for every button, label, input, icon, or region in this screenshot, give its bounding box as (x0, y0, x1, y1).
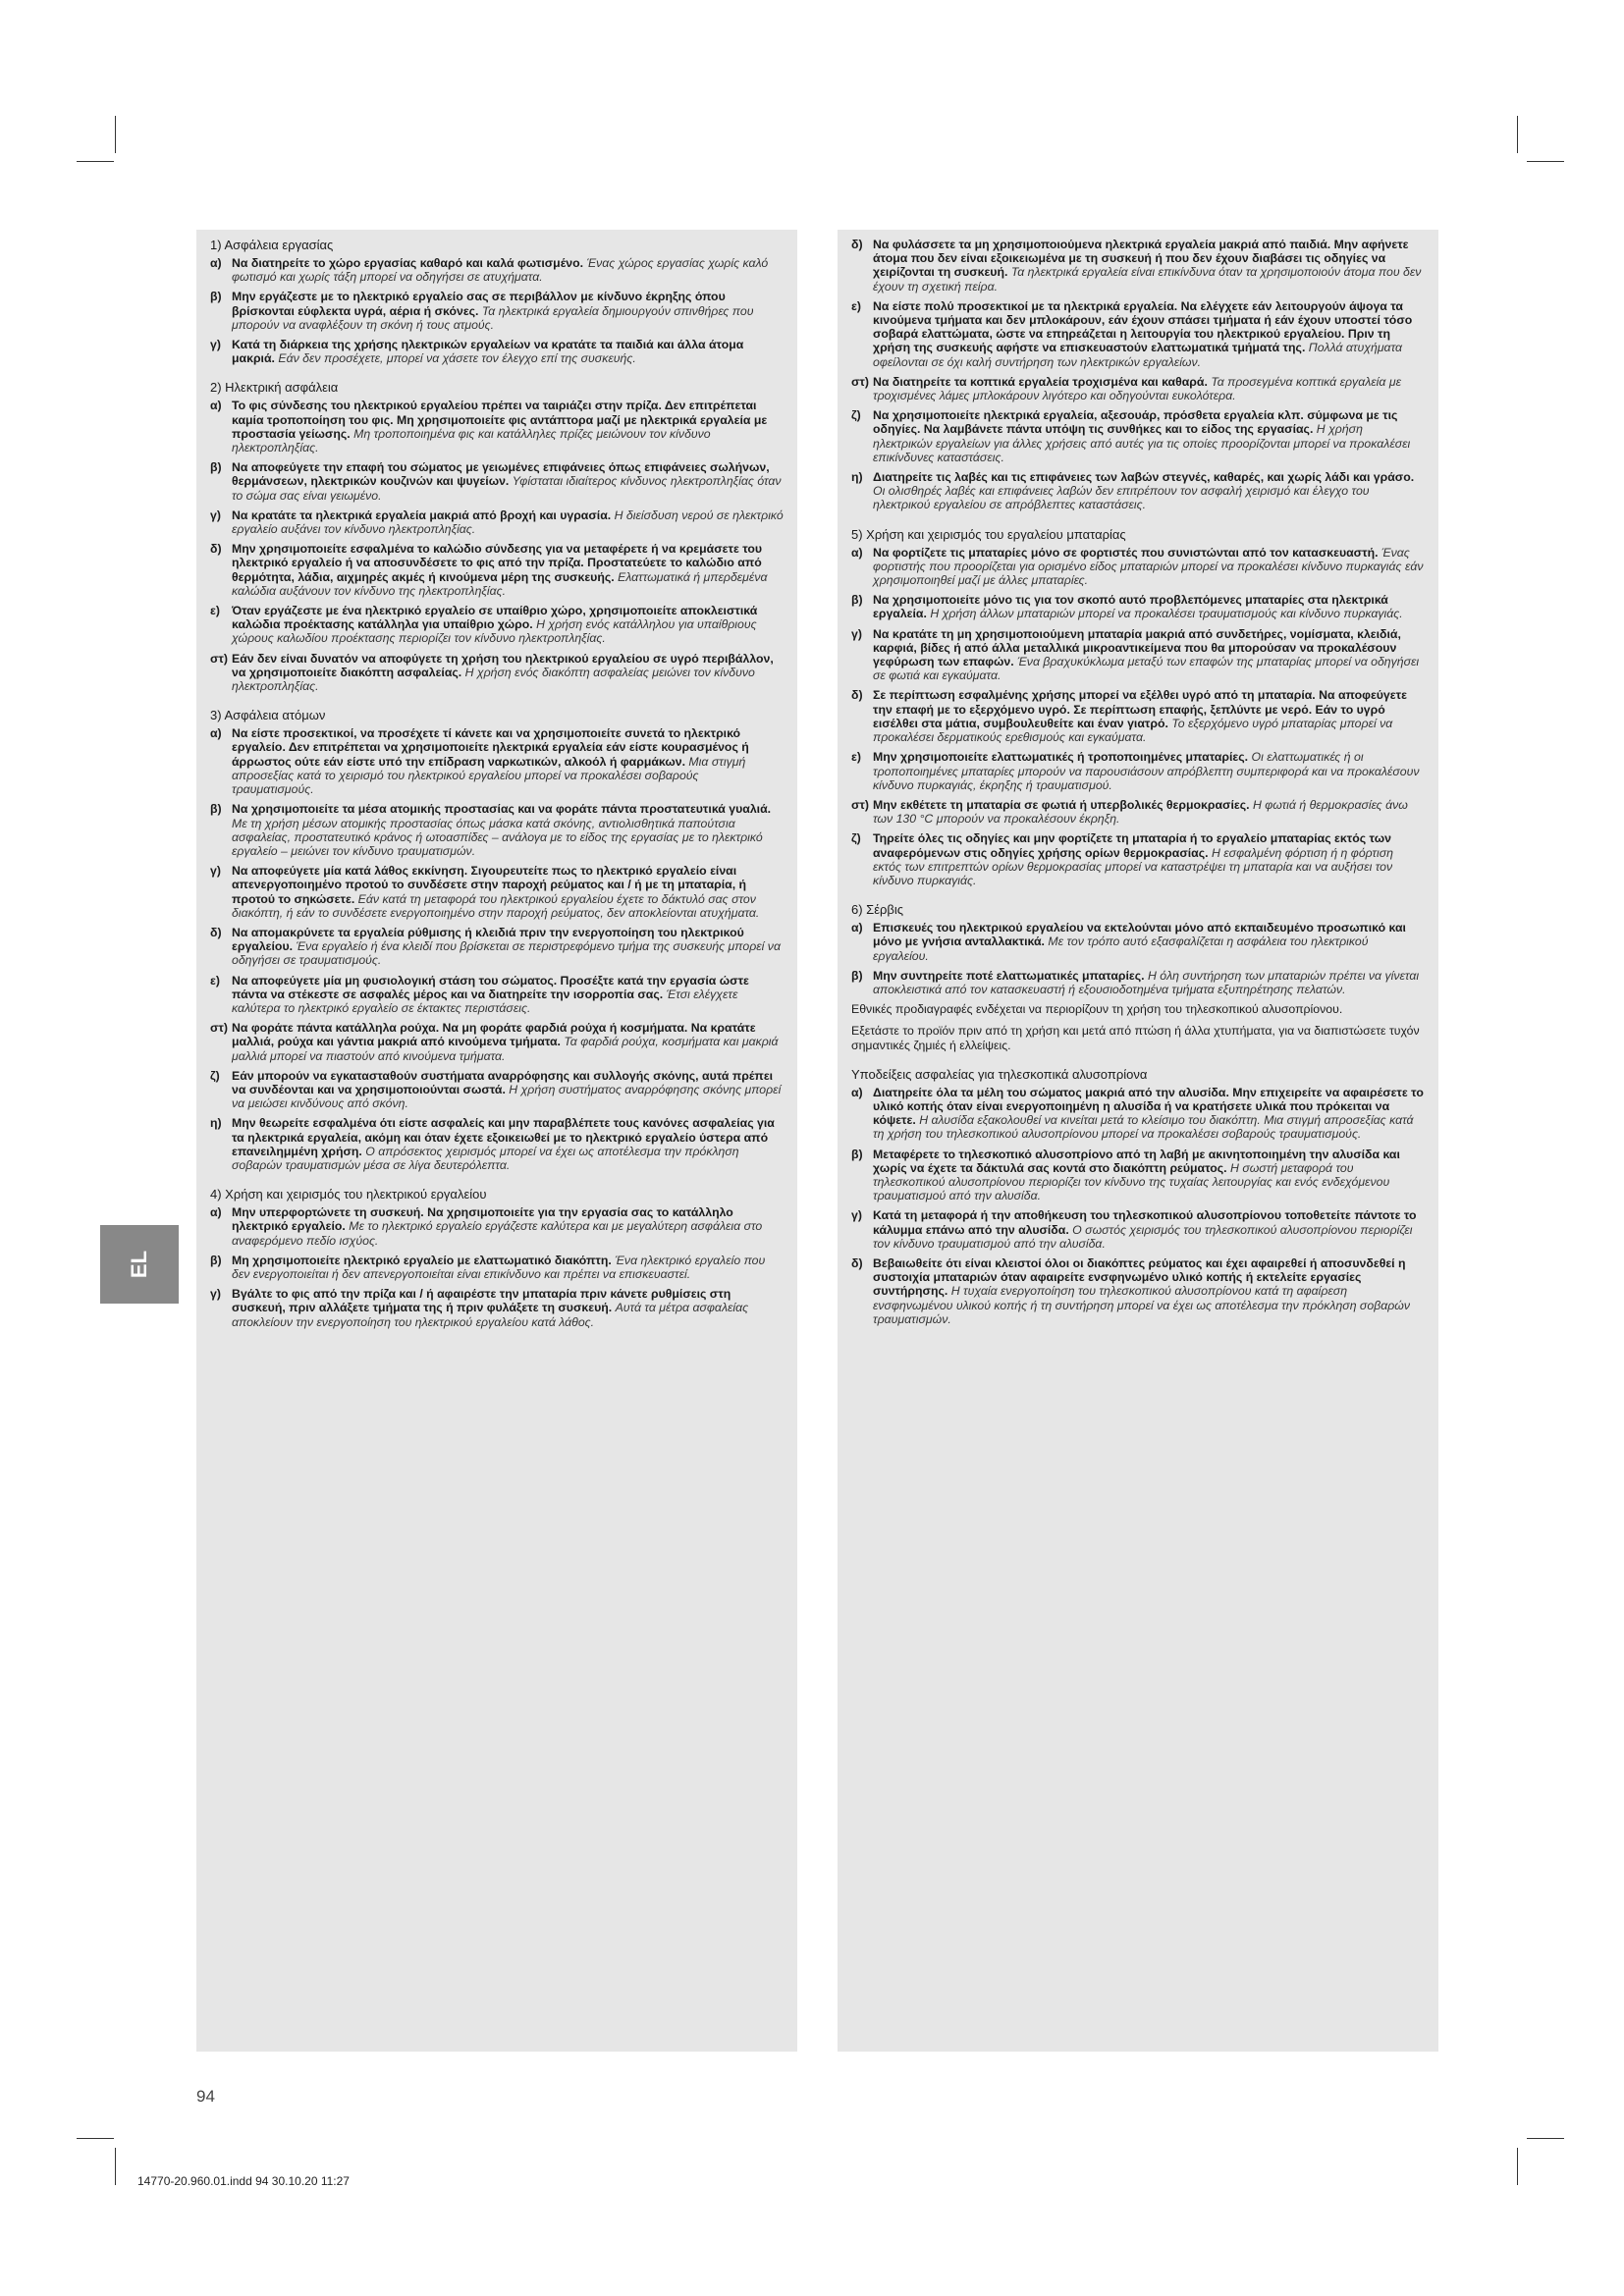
item-label: στ) (851, 374, 869, 389)
item-body (873, 593, 1425, 620)
instruction-item (851, 688, 1425, 744)
item-explanation: Η αλυσίδα εξακολουθεί να κινείται μετά το κλείσιμο του διακόπτη. Μια στιγμή απροσεξίας κατά τη χρήση του τηλεσκοπικού αλυσοπρίονου μπορεί να προκαλέσει σοβαρούς τραυματισμούς. (873, 1113, 1414, 1142)
page-number: 94 (196, 2087, 215, 2106)
instruction-item (210, 604, 784, 646)
section-heading: 4) Χρήση και χειρισμός του ηλεκτρικού εργαλείου (210, 1187, 487, 1202)
instruction-item (851, 798, 1425, 826)
item-explanation: Ένας χώρος εργασίας χωρίς καλό φωτισμό και χωρίς τάξη μπορεί να οδηγήσει σε ατυχήματα. (232, 256, 769, 285)
item-label: η) (210, 1116, 222, 1131)
item-explanation: Ο απρόσεκτος χειρισμός μπορεί να έχει ως αποτέλεσμα την πρόκληση σοβαρών τραυματισμών μέσα σε λίγα δευτερόλεπτα. (232, 1144, 739, 1172)
item-instruction: Να απομακρύνετε τα εργαλεία ρύθμισης ή κλειδιά πριν την ενεργοποίηση του ηλεκτρικού εργαλείου. (232, 925, 744, 954)
footer-file-info: 14770-20.960.01.indd 94 30.10.20 11:27 (137, 2174, 350, 2188)
instruction-item (851, 627, 1425, 683)
section-heading: 2) Ηλεκτρική ασφάλεια (210, 380, 339, 396)
item-instruction: Να φυλάσσετε τα μη χρησιμοποιούμενα ηλεκτρικά εργαλεία μακριά από παιδιά. Μην αφήνετε άτομα που δεν είναι εξοικειωμένα με τη συσκευή ή που δεν έχουν διαβάσει τις οδηγίες να χειρίζονται τη συσκευή. (873, 238, 1409, 280)
item-instruction: Βγάλτε το φις από την πρίζα και / ή αφαιρέστε την μπαταρία πριν κάνετε ρυθμίσεις στη συσκευή, πριν αλλάξετε τμήματα της ή πριν φυλάξετε τη συσκευή. (232, 1287, 731, 1315)
instruction-item (851, 299, 1425, 369)
language-tab-label: EL (127, 1250, 151, 1279)
item-label: β) (210, 460, 222, 475)
item-explanation: Η όλη συντήρηση των μπαταριών πρέπει να γίνεται αποκλειστικά από τον κατασκευαστή ή εξουσιοδοτημένα τμήματα εξυπηρέτησης πελατών. (873, 968, 1420, 996)
item-instruction: Να κρατάτε τα ηλεκτρικά εργαλεία μακριά από βροχή και υγρασία. (232, 507, 612, 522)
item-label: ε) (210, 604, 220, 618)
item-label: δ) (851, 238, 863, 251)
crop-mark (1517, 2148, 1518, 2185)
item-body (232, 726, 784, 796)
item-instruction: Να κρατάτε τη μη χρησιμοποιούμενη μπαταρία μακριά από συνδετήρες, νομίσματα, κλειδιά, καρφιά, βίδες ή από άλλα μεταλλικά μικροαντικείμενα που θα μπορούσαν να προκαλέσουν γεφύρωση των επαφών. (873, 626, 1401, 669)
item-explanation: Η τυχαία ενεργοποίηση του τηλεσκοπικού αλυσοπρίονου κατά τη αφαίρεση ενσφηνωμένου υλικού κοπής ή τη συντήρηση μπορεί να έχει ως αποτέλεσμα την πρόκληση σοβαρών τραυματισμών. (873, 1284, 1410, 1326)
item-explanation: Υφίσταται ιδιαίτερος κίνδυνος ηλεκτροπληξίας όταν το σώμα σας είναι γειωμένο. (232, 474, 782, 503)
instruction-item (851, 546, 1425, 588)
section-heading: 1) Ασφάλεια εργασίας (210, 238, 334, 252)
item-label: β) (210, 802, 222, 817)
item-label: α) (210, 726, 222, 741)
item-instruction: Να είστε προσεκτικοί, να προσέχετε τί κάνετε και να χρησιμοποιείτε συνετά το ηλεκτρικό εργαλείο. Δεν επιτρέπεται να χρησιμοποιείτε ηλεκτρικά εργαλεία εάν είστε κουρασμένος ή άρρωστος ούτε εάν είστε υπό την επίδραση ναρκωτικών, αλκοόλ ή φαρμάκων. (232, 726, 749, 769)
item-body (873, 750, 1425, 792)
item-instruction: Μη χρησιμοποιείτε ηλεκτρικό εργαλείο με ελαττωματικό διακόπτη. (232, 1253, 612, 1267)
instruction-item (851, 593, 1425, 620)
item-instruction: Διατηρείτε τις λαβές και τις επιφάνειες των λαβών στεγνές, καθαρές, και χωρίς λάδι και γράσο. (873, 470, 1415, 485)
item-instruction: Να φορτίζετε τις μπαταρίες μόνο σε φορτιστές που συνιστώνται από τον κατασκευαστή. (873, 545, 1379, 560)
item-explanation: Το εξερχόμενο υγρό μπαταρίας μπορεί να προκαλέσει δερματικούς ερεθισμούς και εγκαύματα. (873, 716, 1393, 745)
crop-mark (115, 116, 116, 153)
instruction-item (210, 864, 784, 920)
crop-mark (77, 2138, 114, 2139)
instruction-item (851, 831, 1425, 887)
item-explanation: Οι ελαττωματικές ή οι τροποποιημένες μπαταρίες μπορούν να παρουσιάσουν απρόβλεπτη συμπεριφορά και να προκαλέσουν κίνδυνο πυρκαγιάς, έκρηξης ή τραυματισμού. (873, 750, 1420, 792)
item-body (232, 652, 784, 694)
item-label: α) (210, 399, 222, 413)
item-instruction: Επισκευές του ηλεκτρικού εργαλείου να εκτελούνται μόνο από εκπαιδευμένο προσωπικό και μόνο με γνήσια ανταλλακτικά. (873, 921, 1406, 949)
instruction-item (210, 460, 784, 503)
instruction-item (210, 926, 784, 968)
item-explanation: Η χρήση άλλων μπαταριών μπορεί να προκαλέσει τραυματισμούς και κίνδυνο πυρκαγιάς. (930, 607, 1403, 621)
item-instruction: Να αποφεύγετε μία μη φυσιολογική στάση του σώματος. Προσέξτε κατά την εργασία ώστε πάντα να στέκεστε σε ασφαλές μέρος και να διατηρείτε την ισορροπία σας. (232, 973, 749, 1001)
item-instruction: Να είστε πολύ προσεκτικοί με τα ηλεκτρικά εργαλεία. Να ελέγχετε εάν λειτουργούν άψογα τα κινούμενα τμήματα και δεν μπλοκάρουν, εάν έχουν σπάσει τμήματα ή εάν έχουν υποστεί τόσο σοβαρά ελαττώματα, ώστε να επηρεάζεται η λειτουργία του ηλεκτρικού εργαλείου. Πριν τη χρήση της συσκευής αφήστε να επισκευαστούν ελαττωματικά τμήματά της. (873, 298, 1413, 355)
item-body (232, 399, 784, 454)
item-label: δ) (851, 688, 863, 703)
item-label: β) (851, 593, 863, 608)
instruction-item (851, 1086, 1425, 1142)
item-body (232, 974, 784, 1016)
item-explanation: Η χρήση ενός διακόπτη ασφαλείας μειώνει τον κίνδυνο ηλεκτροπληξίας. (232, 665, 755, 694)
item-instruction: Εάν μπορούν να εγκατασταθούν συστήματα αναρρόφησης και συλλογής σκόνης, αυτά πρέπει να συνδέονται και να χρησιμοποιούνται σωστά. (232, 1068, 774, 1096)
item-body (873, 688, 1425, 744)
item-label: ζ) (851, 408, 861, 423)
instruction-item (851, 969, 1425, 996)
item-explanation: Ένα βραχυκύκλωμα μεταξύ των επαφών της μπαταρίας μπορεί να οδηγήσει σε φωτιά και εγκαύματα. (873, 655, 1420, 683)
note-paragraph: Εξετάστε το προϊόν πριν από τη χρήση και μετά από πτώση ή άλλα χτυπήματα, για να διαπιστώσετε τυχόν σημαντικές ζημιές ή ελλείψεις. (851, 1024, 1420, 1052)
item-label: στ) (210, 1021, 228, 1036)
item-label: στ) (210, 651, 228, 666)
item-body (232, 1116, 784, 1172)
item-explanation: Η διείσδυση νερού σε ηλεκτρικό εργαλείο αυξάνει τον κίνδυνο ηλεκτροπληξίας. (232, 507, 784, 537)
item-label: γ) (851, 1208, 862, 1223)
item-explanation: Ένα ηλεκτρικό εργαλείο που δεν ενεργοποιείται ή δεν απενεργοποιείται είναι επικίνδυνο και πρέπει να επισκευαστεί. (232, 1253, 766, 1281)
item-label: γ) (210, 1287, 221, 1302)
item-instruction: Σε περίπτωση εσφαλμένης χρήσης μπορεί να εξέλθει υγρό από τη μπαταρία. Να αποφεύγετε την επαφή με το εξερχόμενο υγρό. Σε περίπτωση επαφής, ξεπλύντε με νερό. Εάν το υγρό εισέλθει στα μάτια, συμβουλευθείτε και έναν γιατρό. (873, 688, 1407, 730)
item-body (873, 1148, 1425, 1203)
item-label: δ) (210, 542, 222, 557)
item-body (873, 798, 1425, 826)
section (851, 902, 1425, 1052)
item-label: α) (210, 1205, 222, 1220)
section (851, 1067, 1425, 1326)
instruction-item (210, 338, 784, 365)
item-body (232, 460, 784, 503)
item-body (232, 338, 784, 365)
section-heading: 5) Χρήση και χειρισμός του εργαλείου μπαταρίας (851, 526, 1126, 542)
item-label: β) (851, 968, 863, 983)
item-label: β) (210, 1253, 222, 1267)
item-explanation: Ο σωστός χειρισμός του τηλεσκοπικού αλυσοπρίονου περιορίζει τον κίνδυνο τραυματισμού από την αλυσίδα. (873, 1222, 1413, 1251)
instruction-item (210, 1254, 784, 1281)
instruction-item (210, 508, 784, 536)
section-heading: 3) Ασφάλεια ατόμων (210, 708, 326, 723)
item-body (873, 546, 1425, 588)
item-body (873, 1208, 1425, 1251)
item-label: γ) (210, 864, 221, 879)
section (210, 1187, 784, 1329)
instruction-item (210, 1069, 784, 1111)
item-instruction: Κατά τη διάρκεια της χρήσης ηλεκτρικών εργαλείων να κρατάτε τα παιδιά και άλλα άτομα μακριά. (232, 338, 744, 366)
item-label: στ) (851, 797, 869, 812)
item-explanation: Τα ηλεκτρικά εργαλεία δημιουργούν σπινθήρες που μπορούν να αναφλέξουν τη σκόνη ή τους ατμούς. (232, 303, 754, 332)
item-body (873, 921, 1425, 963)
item-instruction: Να διατηρείτε το χώρο εργασίας καθαρό και καλά φωτισμένο. (232, 256, 584, 270)
item-label: α) (851, 545, 863, 560)
item-explanation: Μη τροποποιημένα φις και κατάλληλες πρίζες μειώνουν τον κίνδυνο ηλεκτροπληξίας. (232, 426, 711, 455)
instruction-item (851, 750, 1425, 792)
item-explanation: Η χρήση ηλεκτρικών εργαλείων για άλλες χρήσεις από αυτές για τις οποίες προορίζονται μπορεί να προκαλέσει επικίνδυνες καταστάσεις. (873, 422, 1411, 464)
item-explanation: Εάν δεν προσέχετε, μπορεί να χάσετε τον έλεγχο επί της συσκευής. (278, 351, 636, 366)
item-explanation: Τα ηλεκτρικά εργαλεία είναι επικίνδυνα όταν τα χρησιμοποιούν άτομα που δεν έχουν τη σχετική πείρα. (873, 265, 1422, 294)
note-paragraph: Εθνικές προδιαγραφές ενδέχεται να περιορίζουν τη χρήση του τηλεσκοπικού αλυσοπρίονου. (851, 1002, 1343, 1017)
item-instruction: Να διατηρείτε τα κοπτικά εργαλεία τροχισμένα και καθαρά. (873, 374, 1208, 389)
item-explanation: Με το ηλεκτρικό εργαλείο εργάζεστε καλύτερα και με μεγαλύτερη ασφάλεια στο αναφερόμενο πεδίο ισχύος. (232, 1219, 763, 1248)
item-label: ε) (851, 298, 861, 313)
item-label: α) (851, 921, 863, 935)
item-body (873, 408, 1425, 464)
item-label: δ) (210, 925, 222, 939)
item-explanation: Ελαττωματικά ή μπερδεμένα καλώδια αυξάνουν τον κίνδυνο της ηλεκτροπληξίας. (232, 569, 768, 598)
item-label: β) (210, 290, 222, 304)
item-body (232, 802, 784, 858)
item-instruction: Να χρησιμοποιείτε τα μέσα ατομικής προστασίας και να φοράτε πάντα προστατευτικά γυαλιά. (232, 802, 772, 817)
instruction-item (851, 470, 1425, 512)
instruction-item (210, 652, 784, 694)
item-instruction: Όταν εργάζεστε με ένα ηλεκτρικό εργαλείο σε υπαίθριο χώρο, χρησιμοποιείτε αποκλειστικά καλώδια προέκτασης κατάλληλα για υπαίθριο χώρο. (232, 604, 758, 632)
instruction-item (210, 726, 784, 796)
instruction-item (851, 238, 1425, 294)
section (210, 708, 784, 1172)
item-instruction: Μεταφέρετε το τηλεσκοπικό αλυσοπρίονο από τη λαβή με ακινητοποιημένη την αλυσίδα και χωρίς να έχετε τα δάκτυλά σας κοντά στο διακόπτη ρεύματος. (873, 1147, 1400, 1175)
crop-mark (77, 161, 114, 162)
instruction-item (210, 290, 784, 332)
item-body (873, 299, 1425, 369)
item-body (232, 1021, 784, 1063)
instruction-item (851, 1148, 1425, 1203)
item-instruction: Μην υπερφορτώνετε τη συσκευή. Να χρησιμοποιείτε για την εργασία σας το κατάλληλο ηλεκτρικό εργαλείο. (232, 1205, 733, 1234)
item-label: ζ) (210, 1068, 220, 1083)
section (210, 238, 784, 365)
item-explanation: Τα φαρδιά ρούχα, κοσμήματα και μακριά μαλλιά μπορεί να πιαστούν από κινούμενα τμήματα. (232, 1035, 779, 1063)
item-body (873, 1256, 1425, 1326)
item-body (873, 627, 1425, 683)
item-instruction: Μην εκθέτετε τη μπαταρία σε φωτιά ή υπερβολικές θερμοκρασίες. (873, 797, 1250, 812)
item-explanation: Πολλά ατυχήματα οφείλονται σε όχι καλή συντήρηση των ηλεκτρικών εργαλείων. (873, 341, 1403, 369)
item-body (232, 256, 784, 284)
item-explanation: Η χρήση συστήματος αναρρόφησης σκόνης μπορεί να μειώσει κινδύνους από σκόνη. (232, 1082, 782, 1111)
instruction-item (210, 1205, 784, 1248)
item-label: α) (210, 256, 222, 270)
item-instruction: Βεβαιωθείτε ότι είναι κλειστοί όλοι οι διακόπτες ρεύματος και έχει αφαιρεθεί ή αποσυνδεθεί η συστοιχία μπαταριών όταν αφαιρείτε ενσφηνωμένο υλικό κοπής ή εκτελείτε εργασίες συντήρησης. (873, 1255, 1406, 1299)
item-explanation: Η σωστή μεταφορά του τηλεσκοπικού αλυσοπρίονου περιορίζει τον κίνδυνο της τυχαίας λειτουργίας και ενός ενδεχόμενου τραυματισμού από την αλυσίδα. (873, 1160, 1390, 1203)
item-body (873, 375, 1425, 402)
item-instruction: Μην χρησιμοποιείτε εσφαλμένα το καλώδιο σύνδεσης για να μεταφέρετε ή να κρεμάσετε του ηλεκτρικό εργαλείο ή να αποσυνδέσετε το φις από την πρίζα. Προστατεύετε το καλώδιο από θερμότητα, λάδια, αιχμηρές ακμές ή κινούμενα μέρη της συσκευής. (232, 542, 763, 584)
instruction-item (851, 921, 1425, 963)
item-instruction: Μην θεωρείτε εσφαλμένα ότι είστε ασφαλείς και μην παραβλέπετε τους κανόνες ασφαλείας για τα ηλεκτρικά εργαλεία, ακόμη και όταν έχετε εξοικειωθεί με το ηλεκτρικό εργαλείο ύστερα από επανειλημμένη χρήση. (232, 1116, 775, 1158)
item-explanation: Η εσφαλμένη φόρτιση ή η φόρτιση εκτός των επιτρεπτών ορίων θερμοκρασίας μπορεί να καταστρέψει τη μπαταρία και να αυξήσει τον κίνδυνο πυρκαγιάς. (873, 845, 1394, 887)
item-explanation: Μια στιγμή απροσεξίας κατά το χειρισμό του ηλεκτρικού εργαλείου μπορεί να προκαλέσει σοβαρούς τραυματισμούς. (232, 754, 746, 797)
item-body (873, 238, 1425, 294)
item-explanation: Τα προσεγμένα κοπτικά εργαλεία με τροχισμένες λάμες μπλοκάρουν λιγότερο και οδηγούνται ευκολότερα. (873, 374, 1401, 403)
item-label: γ) (210, 507, 221, 522)
section (851, 527, 1425, 887)
item-instruction: Να χρησιμοποιείτε μόνο τις για τον σκοπό αυτό προβλεπόμενες μπαταρίες στα ηλεκτρικά εργαλεία. (873, 593, 1388, 621)
instruction-item (210, 542, 784, 598)
item-instruction: Τηρείτε όλες τις οδηγίες και μην φορτίζετε τη μπαταρία ή το εργαλείο μπαταρίας εκτός των αναφερόμενων στις οδηγίες χρήσης ορίων θερμοκρασίας. (873, 831, 1391, 860)
right-column (838, 230, 1438, 2052)
section-heading: 6) Σέρβις (851, 902, 904, 918)
item-label: δ) (851, 1255, 863, 1270)
item-body (232, 1254, 784, 1281)
item-explanation: Αυτά τα μέτρα ασφαλείας αποκλείουν την ενεργοποίηση του ηλεκτρικού εργαλείου κατά λάθος. (232, 1301, 749, 1329)
item-explanation: Η φωτιά ή θερμοκρασίες άνω των 130 °C μπορούν να προκαλέσουν έκρηξη. (873, 797, 1408, 827)
left-column (196, 230, 797, 2052)
crop-mark (1517, 116, 1518, 153)
item-label: α) (851, 1085, 863, 1099)
instruction-item (210, 256, 784, 284)
item-body (232, 604, 784, 646)
item-body (232, 542, 784, 598)
item-instruction: Κατά τη μεταφορά ή την αποθήκευση του τηλεσκοπικού αλυσοπρίονου τοποθετείτε πάντοτε το κάλυμμα επάνω από την αλυσίδα. (873, 1208, 1417, 1237)
item-label: ε) (210, 973, 220, 988)
item-instruction: Μην συντηρείτε ποτέ ελαττωματικές μπαταρίες. (873, 968, 1145, 983)
crop-mark (1527, 2138, 1564, 2139)
item-instruction: Το φις σύνδεσης του ηλεκτρικού εργαλείου πρέπει να ταιριάζει στην πρίζα. Δεν επιτρέπεται καμία τροποποίηση του φις. Μη χρησιμοποιείτε φις αντάπτορα μαζί με ηλεκτρικά εργαλεία με προστασία γείωσης. (232, 399, 768, 441)
item-body (232, 926, 784, 968)
item-instruction: Να χρησιμοποιείτε ηλεκτρικά εργαλεία, αξεσουάρ, πρόσθετα εργαλεία κλπ. σύμφωνα με τις οδηγίες. Να λαμβάνετε πάντα υπόψη τις συνθήκες και το είδος της εργασίας. (873, 408, 1398, 437)
item-label: γ) (851, 626, 862, 641)
item-explanation: Ένας φορτιστής που προορίζεται για ορισμένο είδος μπαταριών μπορεί να προκαλέσει κίνδυνο πυρκαγιάς εάν χρησιμοποιηθεί μαζί με άλλες μπαταρίες. (873, 545, 1424, 588)
item-instruction: Να αποφεύγετε μία κατά λάθος εκκίνηση. Σιγουρευτείτε πως το ηλεκτρικό εργαλείο είναι απενεργοποιημένο προτού το συνδέσετε στην παροχή ρεύματος και / ή με τη μπαταρία, ή προτού το σηκώσετε. (232, 864, 747, 906)
item-explanation: Με τον τρόπο αυτό εξασφαλίζεται η ασφάλεια του ηλεκτρικού εργαλείου. (873, 934, 1369, 963)
item-instruction: Μην εργάζεστε με το ηλεκτρικό εργαλείο σας σε περιβάλλον με κίνδυνο έκρηξης όπου βρίσκονται εύφλεκτα υγρά, αέρια ή σκόνες. (232, 290, 726, 318)
instruction-item (210, 1021, 784, 1063)
section-heading: Υποδείξεις ασφαλείας για τηλεσκοπικά αλυσοπρίονα (851, 1066, 1148, 1082)
crop-mark (115, 2148, 116, 2185)
item-body (873, 470, 1425, 512)
item-body (232, 290, 784, 332)
item-label: β) (851, 1147, 863, 1161)
item-instruction: Εάν δεν είναι δυνατόν να αποφύγετε τη χρήση του ηλεκτρικού εργαλείου σε υγρό περιβάλλον, να χρησιμοποιείτε διακόπτη ασφαλείας. (232, 651, 774, 679)
item-label: η) (851, 470, 863, 485)
item-body (232, 864, 784, 920)
instruction-item (851, 1208, 1425, 1251)
item-explanation: Έτσι ελέγχετε καλύτερα το ηλεκτρικό εργαλείο σε έκτακτες περιστάσεις. (232, 987, 738, 1015)
item-body (873, 1086, 1425, 1142)
item-instruction: Μην χρησιμοποιείτε ελαττωματικές ή τροποποιημένες μπαταρίες. (873, 750, 1249, 765)
instruction-item (210, 802, 784, 858)
item-body (232, 1205, 784, 1248)
instruction-item (851, 408, 1425, 464)
item-body (232, 1069, 784, 1111)
item-instruction: Να αποφεύγετε την επαφή του σώματος με γειωμένες επιφάνειες όπως επιφάνειες σωλήνων, θερμάνσεων, ηλεκτρικών κουζινών και ψυγείων. (232, 460, 770, 489)
item-label: ε) (851, 750, 861, 765)
item-instruction: Διατηρείτε όλα τα μέλη του σώματος μακριά από την αλυσίδα. Μην επιχειρείτε να αφαιρέσετε το υλικό κοπής όταν είναι ενεργοποιημένη η αλυσίδα ή να κρατήσετε υλικά που πρόκειται να κόψετε. (873, 1085, 1424, 1128)
item-explanation: Ένα εργαλείο ή ένα κλειδί που βρίσκεται σε περιστρεφόμενο τμήμα της συσκευής μπορεί να οδηγήσει σε τραυματισμούς. (232, 939, 781, 968)
item-body (873, 831, 1425, 887)
item-label: ζ) (851, 831, 861, 846)
instruction-item (210, 399, 784, 454)
item-explanation: Με τη χρήση μέσων ατομικής προστασίας όπως μάσκα κατά σκόνης, αντιολισθητικά παπούτσια ασφαλείας, προστατευτικό κράνος ή ωτοασπίδες – ανάλογα με το είδος της εργασίας με το ηλεκτρικό εργαλείο – μειώνει τον κίνδυνο τραυματισμών. (232, 816, 763, 858)
item-body (232, 508, 784, 536)
section (851, 238, 1425, 512)
item-instruction: Να φοράτε πάντα κατάλληλα ρούχα. Να μη φοράτε φαρδιά ρούχα ή κοσμήματα. Να κρατάτε μαλλιά, ρούχα και γάντια μακριά από κινούμενα τμήματα. (232, 1021, 756, 1049)
item-body (873, 969, 1425, 996)
section (210, 380, 784, 693)
instruction-item (210, 1116, 784, 1172)
item-explanation: Η χρήση ενός κατάλληλου για υπαίθριους χώρους καλωδίου προέκτασης περιορίζει τον κίνδυνο ηλεκτροπληξίας. (232, 617, 757, 646)
instruction-item (210, 974, 784, 1016)
instruction-item (851, 375, 1425, 402)
item-explanation: Εάν κατά τη μεταφορά του ηλεκτρικού εργαλείου έχετε το δάκτυλό σας στον διακόπτη, ή εάν το συνδέσετε ενεργοποιημένο στην παροχή ρεύματος, δεν αποκλείονται ατυχήματα. (232, 891, 760, 920)
item-explanation: Οι ολισθηρές λαβές και επιφάνειες λαβών δεν επιτρέπουν τον ασφαλή χειρισμό και έλεγχο του ηλεκτρικού εργαλείου σε απρόβλεπτες καταστάσεις. (873, 484, 1370, 512)
instruction-item (851, 1256, 1425, 1326)
item-label: γ) (210, 338, 221, 352)
item-body (232, 1287, 784, 1329)
instruction-item (210, 1287, 784, 1329)
language-tab (100, 1225, 179, 1304)
crop-mark (1527, 161, 1564, 162)
